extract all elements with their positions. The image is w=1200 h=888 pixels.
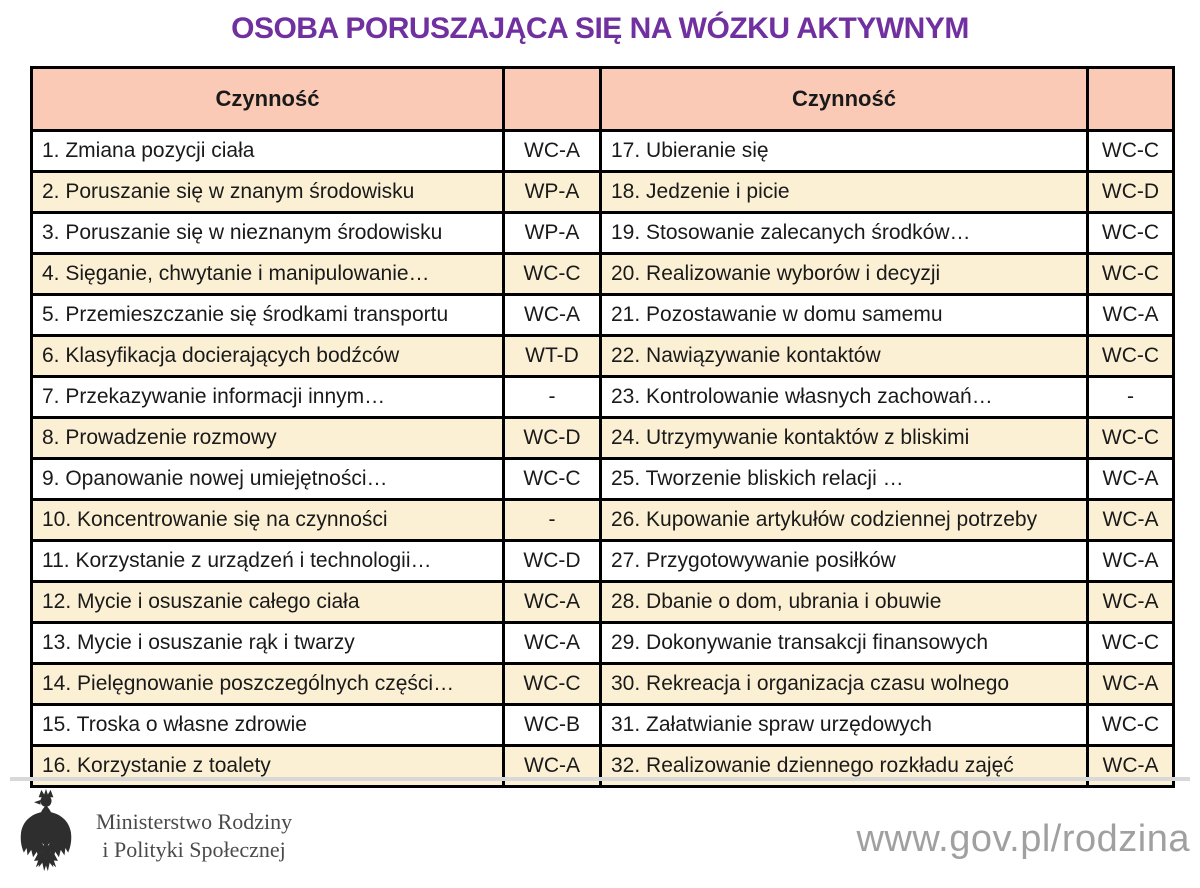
activity-cell: 21. Pozostawanie w domu samemu — [601, 295, 1088, 336]
activity-cell: 17. Ubieranie się — [601, 131, 1088, 172]
activity-cell: 11. Korzystanie z urządzeń i technologii… — [32, 541, 504, 582]
activity-cell: 7. Przekazywanie informacji innym… — [32, 377, 504, 418]
activity-cell: 6. Klasyfikacja docierających bodźców — [32, 336, 504, 377]
table-row — [32, 500, 1174, 541]
activity-cell: 5. Przemieszczanie się środkami transportu — [32, 295, 504, 336]
table-row — [32, 131, 1174, 172]
code-cell: - — [504, 500, 601, 541]
code-cell: WC-A — [504, 582, 601, 623]
ministry-logo — [18, 788, 292, 884]
code-cell: WC-C — [1088, 336, 1174, 377]
activity-cell: 19. Stosowanie zalecanych środków… — [601, 213, 1088, 254]
activity-cell: 29. Dokonywanie transakcji finansowych — [601, 623, 1088, 664]
table-row — [32, 664, 1174, 705]
table-row — [32, 254, 1174, 295]
code-cell: WC-C — [504, 254, 601, 295]
code-cell: WC-A — [504, 746, 601, 787]
activity-cell: 9. Opanowanie nowej umiejętności… — [32, 459, 504, 500]
activity-cell: 18. Jedzenie i picie — [601, 172, 1088, 213]
code-cell: WC-A — [1088, 459, 1174, 500]
activities-table — [30, 66, 1175, 788]
activity-cell: 12. Mycie i osuszanie całego ciała — [32, 582, 504, 623]
activity-cell: 4. Sięganie, chwytanie i manipulowanie… — [32, 254, 504, 295]
activity-cell: 1. Zmiana pozycji ciała — [32, 131, 504, 172]
code-cell: WC-A — [1088, 664, 1174, 705]
activity-cell: 3. Poruszanie się w nieznanym środowisku — [32, 213, 504, 254]
code-cell: WC-D — [1088, 172, 1174, 213]
code-cell: WC-B — [504, 705, 601, 746]
code-cell: WC-C — [1088, 418, 1174, 459]
code-cell: WC-A — [1088, 295, 1174, 336]
gov-url-text: www.gov.pl/rodzina — [856, 818, 1190, 860]
activity-cell: 31. Załatwianie spraw urzędowych — [601, 705, 1088, 746]
column-header-code-left — [504, 68, 601, 131]
table-row — [32, 541, 1174, 582]
activity-cell: 2. Poruszanie się w znanym środowisku — [32, 172, 504, 213]
column-header-activity-left: Czynność — [32, 68, 504, 131]
activity-cell: 30. Rekreacja i organizacja czasu wolnego — [601, 664, 1088, 705]
ministry-name-line2: i Polityki Społecznej — [102, 837, 286, 862]
code-cell: WC-A — [504, 623, 601, 664]
table-row — [32, 623, 1174, 664]
code-cell: - — [1088, 377, 1174, 418]
table-row — [32, 582, 1174, 623]
polish-eagle-emblem-icon — [18, 788, 74, 884]
activity-cell: 20. Realizowanie wyborów i decyzji — [601, 254, 1088, 295]
code-cell: WC-A — [1088, 500, 1174, 541]
column-header-activity-right: Czynność — [601, 68, 1088, 131]
column-header-code-right — [1088, 68, 1174, 131]
code-cell: WC-A — [1088, 582, 1174, 623]
code-cell: WC-D — [504, 541, 601, 582]
activity-cell: 14. Pielęgnowanie poszczególnych części… — [32, 664, 504, 705]
code-cell: WC-C — [1088, 705, 1174, 746]
activity-cell: 26. Kupowanie artykułów codziennej potrzeby — [601, 500, 1088, 541]
activity-cell: 10. Koncentrowanie się na czynności — [32, 500, 504, 541]
activity-cell: 13. Mycie i osuszanie rąk i twarzy — [32, 623, 504, 664]
code-cell: WP-A — [504, 213, 601, 254]
table-row — [32, 172, 1174, 213]
code-cell: WC-A — [504, 131, 601, 172]
code-cell: WT-D — [504, 336, 601, 377]
activity-cell: 27. Przygotowywanie posiłków — [601, 541, 1088, 582]
table-row — [32, 377, 1174, 418]
code-cell: WC-C — [1088, 623, 1174, 664]
activity-cell: 8. Prowadzenie rozmowy — [32, 418, 504, 459]
table-header-row — [32, 68, 1174, 131]
code-cell: WC-A — [504, 295, 601, 336]
activity-cell: 32. Realizowanie dziennego rozkładu zajęć — [601, 746, 1088, 787]
code-cell: WP-A — [504, 172, 601, 213]
activity-cell: 25. Tworzenie bliskich relacji … — [601, 459, 1088, 500]
code-cell: WC-C — [1088, 131, 1174, 172]
activity-cell: 16. Korzystanie z toalety — [32, 746, 504, 787]
page-title: OSOBA PORUSZAJĄCA SIĘ NA WÓZKU AKTYWNYM — [231, 12, 969, 45]
code-cell: WC-A — [1088, 746, 1174, 787]
activity-cell: 28. Dbanie o dom, ubrania i obuwie — [601, 582, 1088, 623]
code-cell: WC-C — [1088, 213, 1174, 254]
table-row — [32, 295, 1174, 336]
activity-cell: 22. Nawiązywanie kontaktów — [601, 336, 1088, 377]
footer-divider — [10, 777, 1190, 781]
table-row — [32, 459, 1174, 500]
table-row — [32, 213, 1174, 254]
table-row — [32, 705, 1174, 746]
code-cell: WC-C — [504, 459, 601, 500]
table-row — [32, 418, 1174, 459]
activity-cell: 15. Troska o własne zdrowie — [32, 705, 504, 746]
code-cell: WC-C — [504, 664, 601, 705]
code-cell: WC-D — [504, 418, 601, 459]
activity-cell: 23. Kontrolowanie własnych zachowań… — [601, 377, 1088, 418]
ministry-name-line1: Ministerstwo Rodziny — [96, 809, 293, 834]
code-cell: - — [504, 377, 601, 418]
activity-cell: 24. Utrzymywanie kontaktów z bliskimi — [601, 418, 1088, 459]
ministry-name — [96, 808, 292, 864]
code-cell: WC-A — [1088, 541, 1174, 582]
table-row — [32, 336, 1174, 377]
code-cell: WC-C — [1088, 254, 1174, 295]
